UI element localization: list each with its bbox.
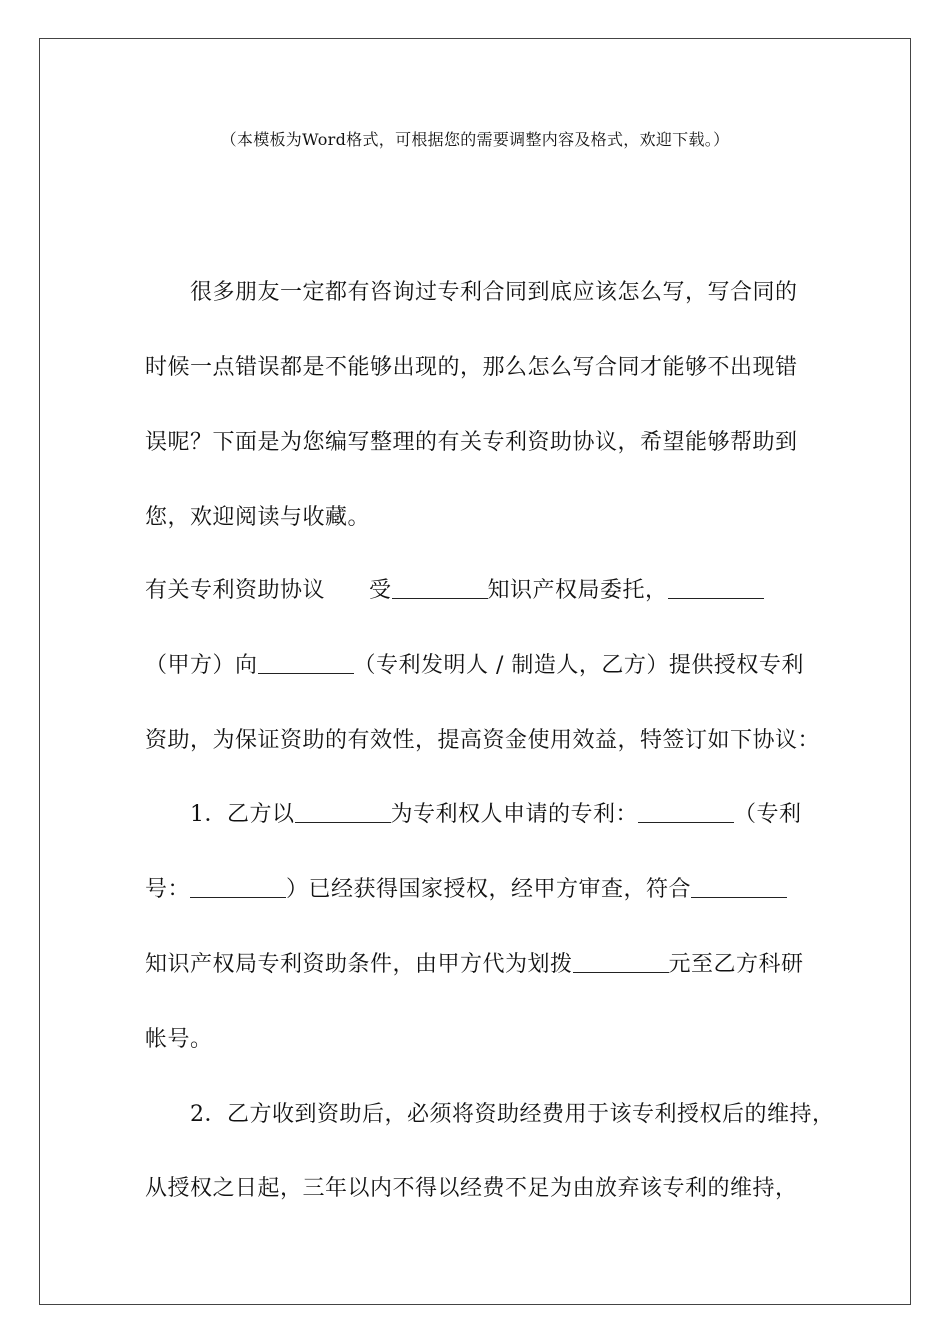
agreement-text: 受: [369, 578, 392, 603]
item1-line-2: [145, 872, 787, 903]
agreement-line-3: 资助，为保证资助的有效性，提高资金使用效益，特签订如下协议：: [145, 728, 821, 753]
item2-line-1: 2．乙方收到资助后，必须将资助经费用于该专利授权后的维持，: [190, 1102, 835, 1127]
item1-text: 元至乙方科研: [668, 952, 804, 977]
item2-line-2: 从授权之日起，三年以内不得以经费不足为由放弃该专利的维持，: [145, 1176, 798, 1201]
agreement-text: 知识产权局委托，: [487, 578, 668, 603]
template-note: （本模板为Word格式，可根据您的需要调整内容及格式，欢迎下载。）: [220, 130, 730, 149]
intro-line-4: 您，欢迎阅读与收藏。: [145, 505, 371, 530]
agreement-text: （甲方）向: [145, 653, 258, 678]
fill-blank[interactable]: [190, 877, 286, 898]
fill-blank[interactable]: [691, 877, 787, 898]
item1-text: 知识产权局专利资助条件，由甲方代为划拨: [145, 952, 573, 977]
item1-line-3: [145, 947, 804, 978]
agreement-line-2: [145, 648, 804, 679]
intro-line-3: 误呢？下面是为您编写整理的有关专利资助协议，希望能够帮助到: [145, 430, 798, 455]
agreement-text: （专利发明人 / 制造人，乙方）提供授权专利: [353, 653, 804, 678]
item1-text: ）已经获得国家授权，经甲方审查，符合: [286, 877, 692, 902]
item1-text: （专利: [734, 802, 802, 827]
item1-line-1: [190, 797, 802, 828]
intro-line-1: 很多朋友一定都有咨询过专利合同到底应该怎么写，写合同的: [190, 280, 798, 305]
fill-blank[interactable]: [573, 952, 669, 973]
item1-text: 号：: [145, 877, 191, 902]
fill-blank[interactable]: [295, 802, 391, 823]
agreement-line-1: [145, 573, 764, 604]
item1-text: 为专利权人申请的专利：: [390, 802, 639, 827]
fill-blank[interactable]: [638, 802, 734, 823]
intro-line-2: 时候一点错误都是不能够出现的，那么怎么写合同才能够不出现错: [145, 355, 798, 380]
fill-blank[interactable]: [392, 578, 488, 599]
agreement-title: 有关专利资助协议: [145, 578, 326, 603]
item1-text: 1．乙方以: [190, 802, 295, 827]
fill-blank[interactable]: [668, 578, 764, 599]
fill-blank[interactable]: [258, 653, 354, 674]
item1-line-4: 帐号。: [145, 1027, 213, 1052]
